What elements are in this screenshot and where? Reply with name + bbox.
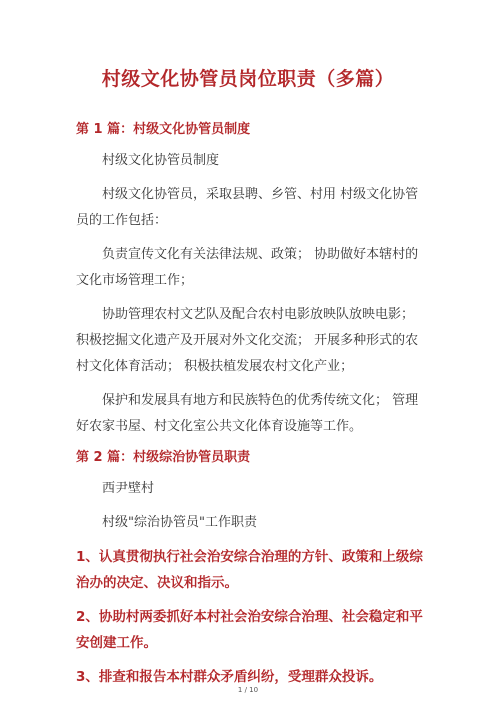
section-1-paragraph: 村级文化协管员，采取县聘、乡管、村用 村级文化协管员的工作包括： (76, 187, 419, 228)
section-1-paragraph: 村级文化协管员制度 (102, 153, 220, 168)
section-1-paragraph: 保护和发展具有地方和民族特色的优秀传统文化； 管理好农家书屋、村文化室公共文化体育设施等工作。 (76, 393, 419, 434)
duty-item: 1、认真贯彻执行社会治安综合治理的方针、政策和上级综治办的决定、决议和指示。 (76, 549, 423, 591)
page-number: 1 / 10 (237, 686, 259, 694)
document-title: 村级文化协管员岗位职责（多篇） (101, 68, 395, 90)
duty-item: 2、协助村两委抓好本村社会治安综合治理、社会稳定和平安创建工作。 (76, 609, 423, 651)
section-1-paragraph: 负责宣传文化有关法律法规、政策； 协助做好本辖村的文化市场管理工作； (76, 247, 419, 288)
section-2-paragraph: 村级"综治协管员"工作职责 (102, 515, 257, 530)
section-2-paragraph: 西尹壁村 (102, 481, 155, 496)
section-2-heading: 第 2 篇：村级综治协管员职责 (76, 450, 251, 465)
section-1-paragraph: 协助管理农村文艺队及配合农村电影放映队放映电影； 积极挖掘文化遗产及开展对外文化交流； 开展多种形式的农村文化体育活动； 积极扶植发展农村文化产业； (76, 307, 419, 374)
document-body (76, 120, 424, 698)
section-1-heading: 第 1 篇：村级文化协管员制度 (76, 122, 251, 137)
duty-item: 3、排查和报告本村群众矛盾纠纷，受理群众投诉。 (76, 669, 383, 685)
